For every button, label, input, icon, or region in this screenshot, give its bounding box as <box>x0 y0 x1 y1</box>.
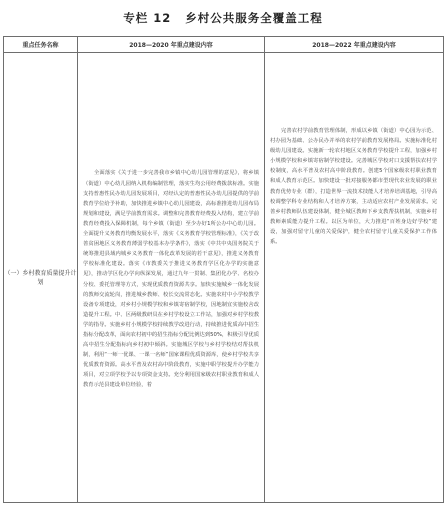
column-label: 专栏 12 <box>123 11 172 25</box>
header-content-2020: 2018—2020 年重点建设内容 <box>78 37 265 53</box>
column-title <box>0 10 446 26</box>
table-header-row <box>4 37 444 53</box>
header-content-2022: 2018—2022 年重点建设内容 <box>265 37 444 53</box>
content-2020-cell <box>78 53 265 503</box>
header-task-name: 重点任务名称 <box>4 37 78 53</box>
task-name-cell: （一）乡村教育质量提升计划 <box>4 53 78 503</box>
content-2022-cell <box>265 53 444 503</box>
content-2020-text: 全面落实《关于进一步完善我市乡镇中心幼儿园管理的意见》，将乡镇（街道）中心幼儿园纳入机构编制管理，落实生均公用经费拨款标准。实施支持普惠性民办幼儿园发展项目，对经认定的普惠性民办幼儿园提供的学前教育学位给予补助，加快推进乡镇中心幼儿园建设，高标准推进幼儿园布局规划和建设，满足学前教育需求。调整和完善教育经费投入结构，建立学前教育经费投入保障机制，每个乡镇（街道）至少办好1所公办中心幼儿园。全面提升义务教育均衡发展水平，落实《义务教育学校管理标准》，《关于改善贫困地区义务教育薄弱学校基本办学条件》，落实《中共中央国务院关于统筹推进县域内城乡义务教育一体化改革发展的若干意见》，推进义务教育学校标准化建设。落实《市教委关于推进义务教育学区化办学的实施意见》，推动学区化办学向纵深发展，通过九年一贯制、集团化办学、名校办分校、委托管理等方式，实现优质教育资源共享。加快实施城乡一体化发展的教师交流轮岗，推进城乡教师、校长交流常态化。实施农村中小学校教学设备专项建设，对乡村小规模学校和乡镇寄宿制学校，因地制宜实施校舍改造提升工程。中、区两级教研员在乡村学校设立工作站，加强对乡村学校教学的指导。实施乡村小规模学校持续教学改进行动，持续推进优质高中招生指标分配改革，面向农村初中的招生指标分配比例达到50%，积极引导优质高中招生分配指标向乡村初中倾斜。实施城区学校与乡村学校结对帮扶机制，利用“一师一优课、一课一名师”国家课程优质资源库，使乡村学校共享优质教育资源。高水平普及农村高中阶段教育，实施中职学校提升办学能力项目，对立项学校予以专项资金支持。充分利用国家级农村职业教育和成人教育示范县建设单位经验，着 <box>83 170 259 389</box>
column-heading: 乡村公共服务全覆盖工程 <box>185 11 323 25</box>
construction-table <box>3 36 444 503</box>
table-row <box>4 53 444 503</box>
content-2022-text: 完善农村学前教育管理体制，形成以乡镇（街道）中心园为示范、村办园为基础、公办民办并举的农村学前教育发展格局。实施标准化村级幼儿园建设。实施新一轮农村地区义务教育学校提升工程，加强乡村小规模学校和乡镇寄宿制学校建设。完善城区学校对口支援帮扶农村学校制度，高水平普及农村高中阶段教育。创建5个国家级农村职业教育和成人教育示范区。加快建设一批对接服务都市型现代农业发展的职业教育优势专业（群），打造世界一流技术技能人才培养培训基地，引导高校调整学科专业结构和人才培养方案，主动适应农村产业发展需求。完善乡村教师队伍建设体制，健全城区教师下乡支教帮扶机制，实施乡村教师素质能力提升工程。以区为单位，大力推进“百姓身边好学校”建设，加强对留守儿童的关爱保护，健全农村留守儿童关爱保护工作体系。 <box>270 128 437 246</box>
